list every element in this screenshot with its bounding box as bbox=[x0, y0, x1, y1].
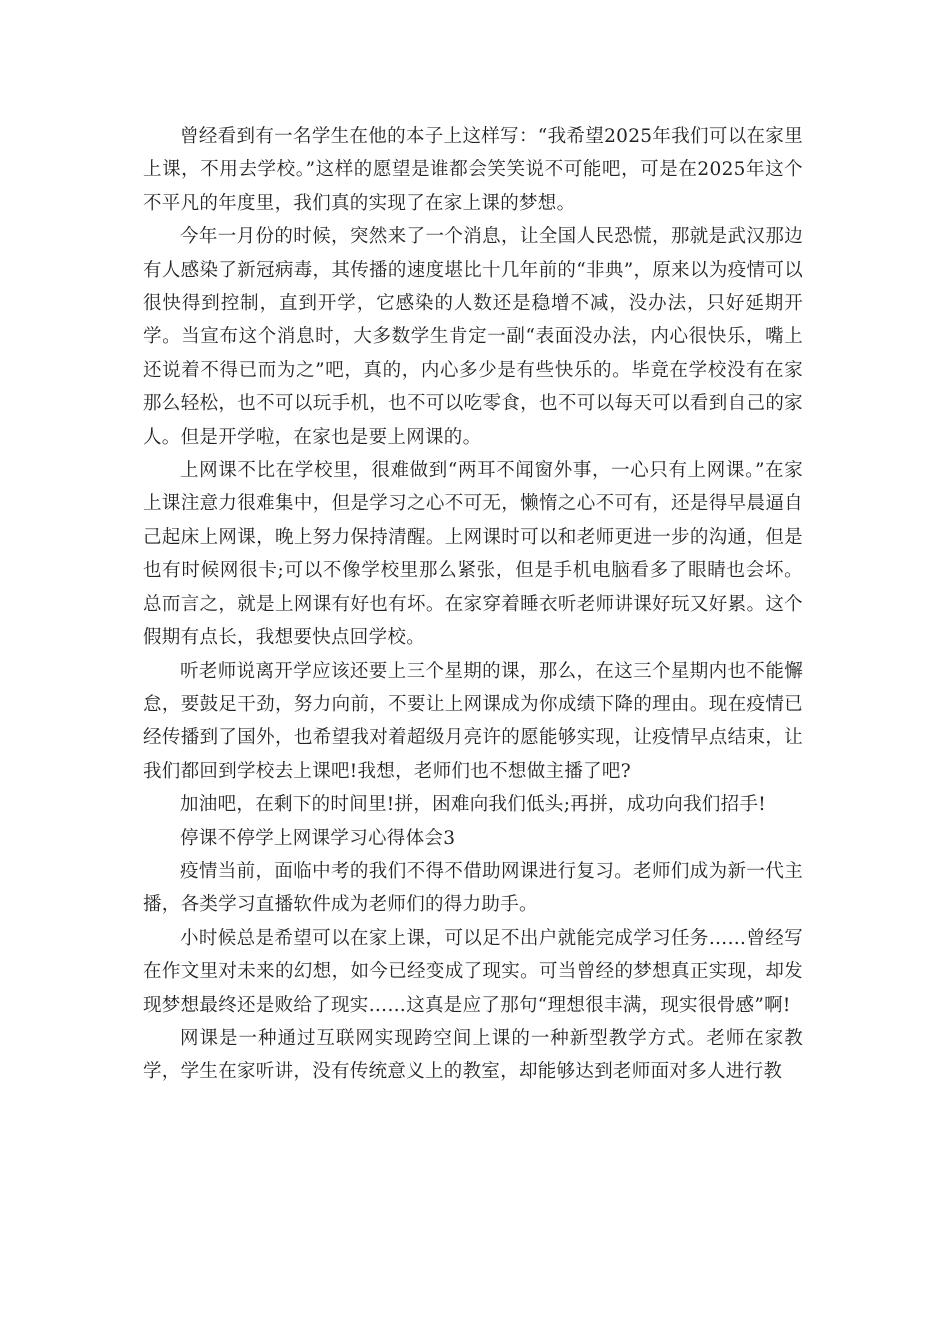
paragraph-1: 曾经看到有一名学生在他的本子上这样写：“我希望2025年我们可以在家里上课，不用去学校。”这样的愿望是谁都会笑笑说不可能吧，可是在2025年这个不平凡的年度里，我们真的实现了在家上课的梦想。 bbox=[143, 126, 803, 214]
paragraph-7: 小时候总是希望可以在家上课，可以足不出户就能完成学习任务……曾经写在作文里对未来的幻想，如今已经变成了现实。可当曾经的梦想真正实现，却发现梦想最终还是败给了现实……这真是应了那句“理想很丰满，现实很骨感”啊! bbox=[143, 927, 803, 1016]
paragraph-3: 上网课不比在学校里，很难做到“两耳不闻窗外事，一心只有上网课。”在家上课注意力很难集中，但是学习之心不可无，懒惰之心不可有，还是得早晨逼自己起床上网课，晚上努力保持清醒。上网课时可以和老师更进一步的沟通，但是也有时候网很卡;可以不像学校里那么紧张，但是手机电脑看多了眼睛也会坏。总而言之，就是上网课有好也有坏。在家穿着睡衣听老师讲课好玩又好累。这个假期有点长，我想要快点回学校。 bbox=[143, 460, 803, 649]
paragraph-2: 今年一月份的时候，突然来了一个消息，让全国人民恐慌，那就是武汉那边有人感染了新冠病毒，其传播的速度堪比十几年前的“非典”，原来以为疫情可以很快得到控制，直到开学，它感染的人数还是稳增不减，没办法，只好延期开学。当宣布这个消息时，大多数学生肯定一副“表面没办法，内心很快乐，嘴上还说着不得已而为之”吧，真的，内心多少是有些快乐的。毕竟在学校没有在家那么轻松，也不可以玩手机，也不可以吃零食，也不可以每天可以看到自己的家人。但是开学啦，在家也是要上网课的。 bbox=[143, 226, 803, 448]
paragraph-5: 加油吧，在剩下的时间里!拼，困难向我们低头;再拼，成功向我们招手! bbox=[180, 794, 767, 816]
paragraph-4: 听老师说离开学应该还要上三个星期的课，那么，在这三个星期内也不能懈怠，要鼓足干劲，努力向前，不要让上网课成为你成绩下降的理由。现在疫情已经传播到了国外，也希望我对着超级月亮许的愿能够实现，让疫情早点结束，让我们都回到学校去上课吧!我想，老师们也不想做主播了吧? bbox=[143, 660, 803, 782]
paragraph-8: 网课是一种通过互联网实现跨空间上课的一种新型教学方式。老师在家教学，学生在家听讲，没有传统意义上的教室，却能够达到老师面对多人进行教 bbox=[143, 1027, 803, 1083]
paragraph-6: 疫情当前，面临中考的我们不得不借助网课进行复习。老师们成为新一代主播，各类学习直播软件成为老师们的得力助手。 bbox=[143, 860, 803, 916]
document-body bbox=[143, 120, 803, 1089]
section-heading: 停课不停学上网课学习心得体会3 bbox=[180, 827, 456, 849]
